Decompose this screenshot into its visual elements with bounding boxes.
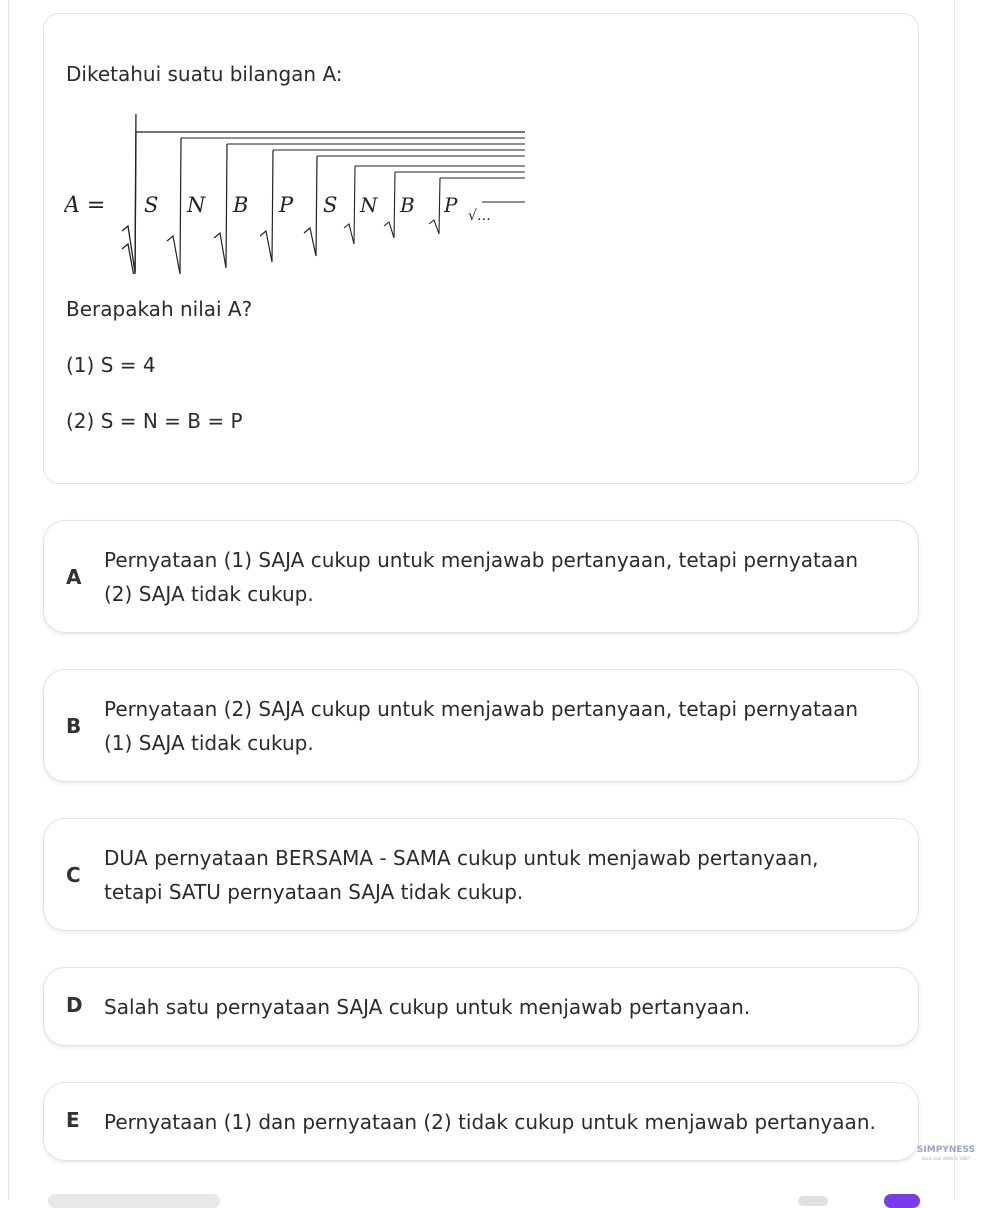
statement-2: (2) S = N = B = P	[66, 409, 243, 433]
option-letter: B	[66, 714, 82, 738]
bottom-nav-control[interactable]	[798, 1196, 828, 1206]
watermark-logo	[914, 1145, 978, 1167]
formula-term-2: N	[187, 193, 206, 217]
option-e[interactable]	[43, 1082, 919, 1161]
formula-term-7: B	[400, 193, 415, 217]
formula-term-3: B	[233, 193, 249, 217]
bottom-nav-pill[interactable]	[48, 1194, 220, 1208]
option-text: Pernyataan (1) SAJA cukup untuk menjawab pertanyaan, tetapi pernyataan (2) SAJA tidak cukup.	[104, 548, 859, 606]
option-letter: A	[66, 565, 82, 589]
option-letter: D	[66, 993, 83, 1017]
nested-radical-formula	[64, 114, 534, 274]
formula-term-6: N	[360, 193, 378, 217]
formula-lhs: A =	[64, 193, 106, 218]
option-d[interactable]	[43, 967, 919, 1046]
watermark-tagline: Bank soal UNBK & SNBT	[921, 1156, 971, 1161]
bottom-nav-accent-button[interactable]	[884, 1194, 920, 1208]
page-left-rule	[8, 0, 9, 1200]
option-a[interactable]	[43, 520, 919, 633]
formula-term-8: P	[444, 193, 458, 217]
formula-tail: √…	[468, 208, 491, 224]
option-text: DUA pernyataan BERSAMA - SAMA cukup untuk menjawab pertanyaan, tetapi SATU pernyataan SAJA tidak cukup.	[104, 846, 819, 904]
option-c[interactable]	[43, 818, 919, 931]
option-letter: E	[66, 1108, 80, 1132]
formula-term-1: S	[144, 193, 159, 217]
option-text: Salah satu pernyataan SAJA cukup untuk menjawab pertanyaan.	[104, 995, 751, 1019]
question-intro: Diketahui suatu bilangan A:	[66, 62, 343, 86]
option-text: Pernyataan (2) SAJA cukup untuk menjawab pertanyaan, tetapi pernyataan (1) SAJA tidak cukup.	[104, 697, 859, 755]
statement-1: (1) S = 4	[66, 353, 156, 377]
question-card	[43, 13, 919, 484]
formula-term-5: S	[323, 193, 338, 217]
option-letter: C	[66, 863, 81, 887]
question-ask: Berapakah nilai A?	[66, 297, 253, 321]
page-right-rule	[954, 0, 955, 1200]
option-b[interactable]	[43, 669, 919, 782]
formula-term-4: P	[279, 193, 294, 217]
option-text: Pernyataan (1) dan pernyataan (2) tidak cukup untuk menjawab pertanyaan.	[104, 1110, 876, 1134]
watermark-brand: SIMPYNESS	[916, 1145, 976, 1155]
